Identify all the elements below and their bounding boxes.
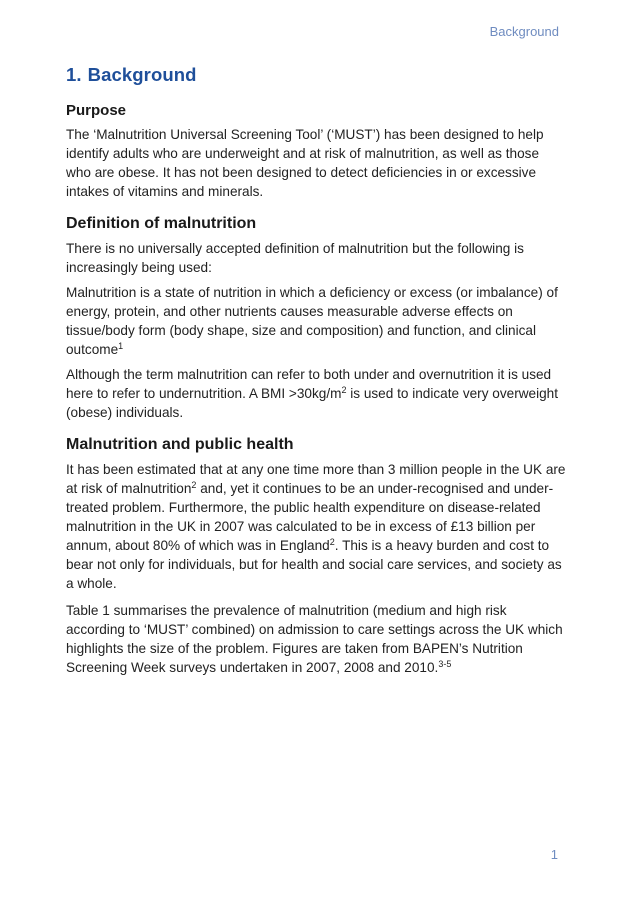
section-number: 1. — [66, 64, 82, 85]
definition-section — [66, 215, 566, 422]
text-run: is used to indicate very overweight (obese) individuals. — [66, 386, 559, 420]
page-number: 1 — [550, 847, 558, 862]
definition-paragraph-2 — [66, 283, 566, 359]
unit-superscript: 2 — [341, 385, 347, 395]
text-run: Although the term malnutrition can refer to both under and overnutrition it is used here to refer to undernutrition. A BMI >30kg/m — [66, 367, 552, 401]
purpose-paragraph: The ‘Malnutrition Universal Screening Tool’ (‘MUST’) has been designed to help identify adults who are underweight and at risk of malnutrition, as well as those who are obese. It has not been designed to detect deficiencies in or excessive intakes of vitamins and minerals. — [66, 127, 544, 199]
reference-superscript: 2 — [329, 537, 335, 547]
purpose-section — [66, 102, 566, 201]
page-title — [66, 64, 566, 86]
text-run: . This is a heavy burden and cost to bear not only for individuals, but for health and social care services, and society as a whole. — [66, 538, 562, 591]
text-run: Table 1 summarises the prevalence of malnutrition (medium and high risk according to ‘MUST’ combined) on admission to care settings across the UK which highlights the size of the problem. Figures are taken from BAPEN’s Nutrition Screening Week surveys undertaken in 2007, 2008 and 2010. — [66, 603, 563, 675]
reference-superscript: 3-5 — [438, 659, 452, 669]
section-title: Background — [87, 64, 197, 85]
public-health-paragraph-2 — [66, 601, 566, 677]
reference-superscript: 2 — [191, 480, 197, 490]
public-health-heading: Malnutrition and public health — [66, 436, 294, 453]
definition-heading: Definition of malnutrition — [66, 215, 257, 232]
text-run: It has been estimated that at any one time more than 3 million people in the UK are at risk of malnutrition — [66, 462, 566, 496]
purpose-heading: Purpose — [66, 102, 127, 119]
definition-quote: Malnutrition is a state of nutrition in which a deficiency or excess (or imbalance) of energy, protein, and other nutrients causes measurable adverse effects on tissue/body form (body shape, size and composition) and function, and clinical outcome — [66, 285, 558, 357]
reference-superscript: 1 — [118, 341, 124, 351]
public-health-paragraph-1 — [66, 460, 566, 593]
definition-paragraph-3 — [66, 365, 566, 422]
running-header: Background — [489, 24, 559, 39]
public-health-section — [66, 436, 566, 677]
page-content — [66, 64, 566, 691]
text-run: and, yet it continues to be an under-recognised and under-treated problem. Furthermore, the public health expenditure on disease-related malnutrition in the UK in 2007 was calculated to be in excess of £13 billion per annum, about 80% of which was in England — [66, 481, 554, 553]
definition-paragraph-1: There is no universally accepted definition of malnutrition but the following is increasingly being used: — [66, 241, 524, 275]
